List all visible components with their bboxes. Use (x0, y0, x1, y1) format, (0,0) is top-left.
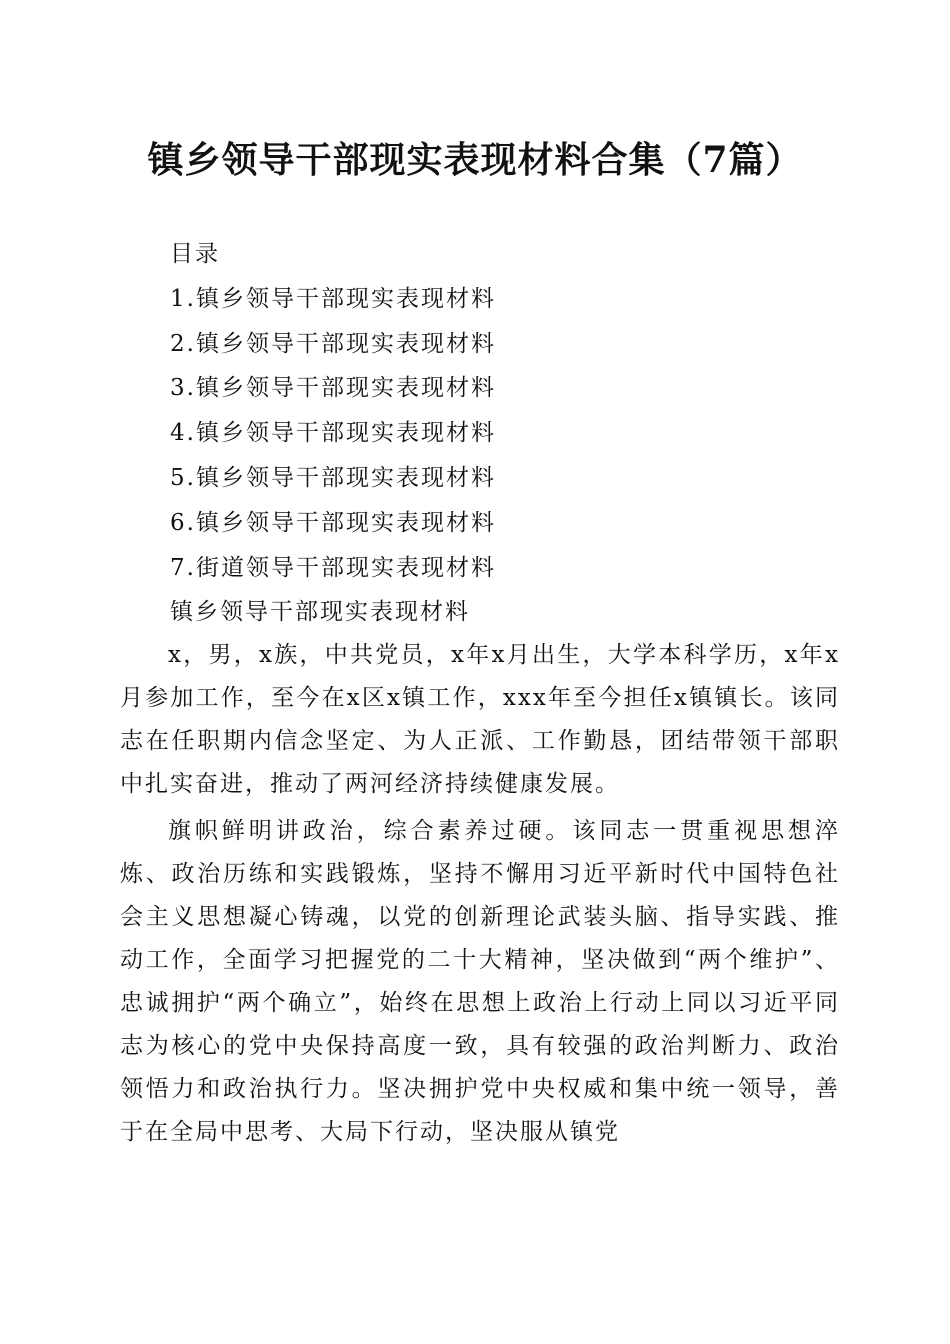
body-paragraph: x，男，x族，中共党员，x年x月出生，大学本科学历，x年x月参加工作，至今在x区x镇工作，xxx年至今担任x镇镇长。该同志在任职期内信念坚定、为人正派、工作勤恳，团结带领干部职中扎实奋进，推动了两河经济持续健康发展。 (120, 642, 840, 797)
toc-item: 3.镇乡领导干部现实表现材料 (170, 375, 496, 402)
toc-item: 6.镇乡领导干部现实表现材料 (170, 509, 496, 536)
toc-item: 7.街道领导干部现实表现材料 (170, 554, 496, 581)
toc-item: 4.镇乡领导干部现实表现材料 (170, 420, 496, 447)
toc-item: 2.镇乡领导干部现实表现材料 (170, 330, 496, 357)
toc-item: 1.镇乡领导干部现实表现材料 (170, 285, 496, 312)
toc-item: 5.镇乡领导干部现实表现材料 (170, 464, 496, 491)
toc-heading: 目录 (170, 241, 220, 267)
body-paragraph: 旗帜鲜明讲政治，综合素养过硬。该同志一贯重视思想淬炼、政治历练和实践锻炼，坚持不懈用习近平新时代中国特色社会主义思想凝心铸魂，以党的创新理论武装头脑、指导实践、推动工作，全面学习把握党的二十大精神，坚决做到“两个维护”、忠诚拥护“两个确立”，始终在思想上政治上行动上同以习近平同志为核心的党中央保持高度一致，具有较强的政治判断力、政治领悟力和政治执行力。坚决拥护党中央权威和集中统一领导，善于在全局中思考、大局下行动，坚决服从镇党 (120, 818, 840, 1145)
document-body (120, 634, 840, 1154)
table-of-contents (170, 232, 496, 635)
document-title: 镇乡领导干部现实表现材料合集（7篇） (147, 139, 803, 181)
section-title: 镇乡领导干部现实表现材料 (170, 599, 470, 626)
